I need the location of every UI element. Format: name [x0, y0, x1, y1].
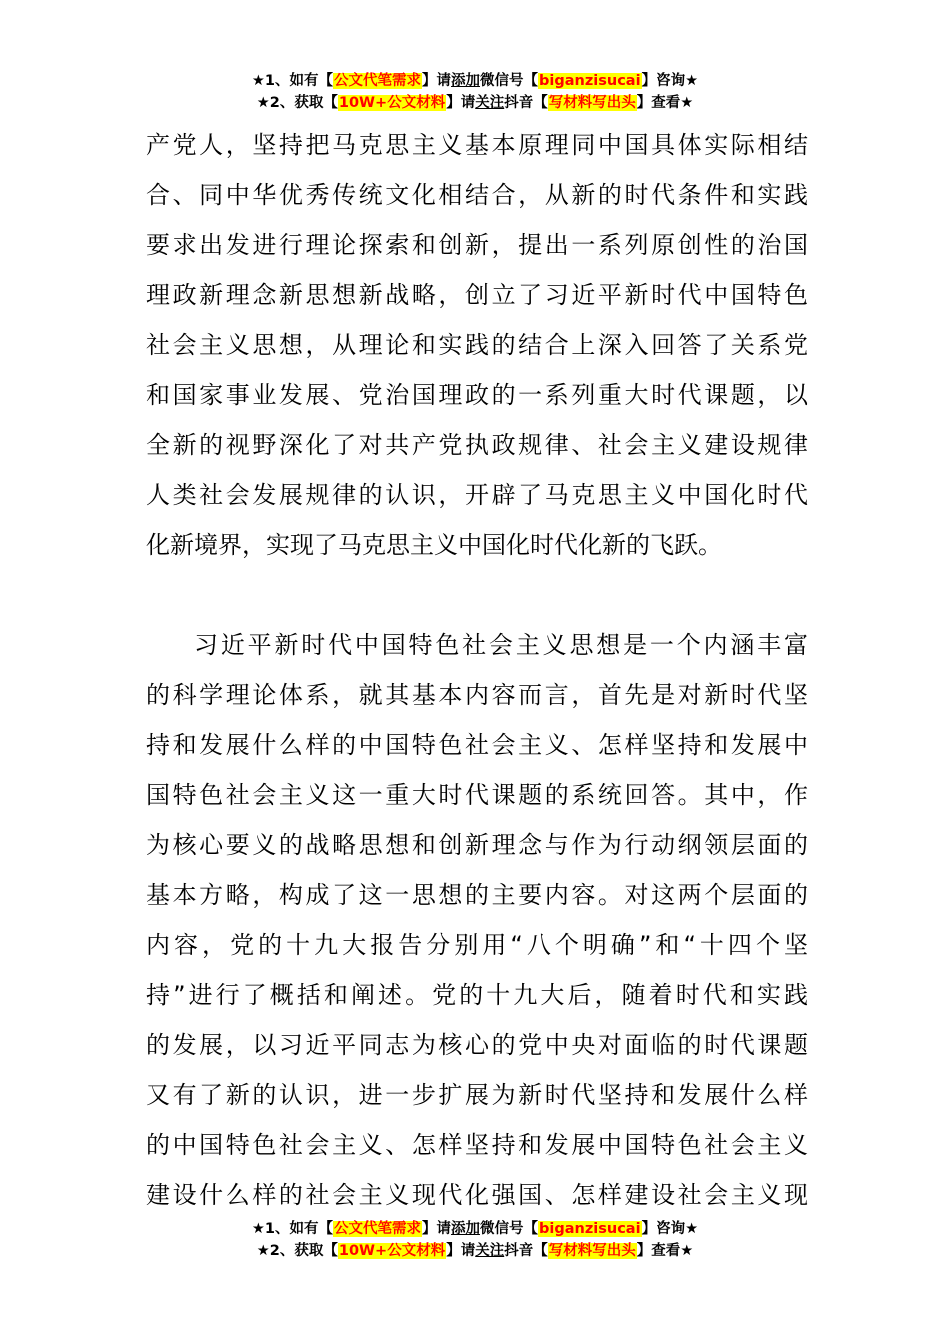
- footer-line-1-prefix: ★1、如有【: [251, 1221, 334, 1237]
- paragraph-1-line: 化新境界，实现了马克思主义中国化时代化新的飞跃。: [146, 531, 722, 559]
- paragraph-1-line: 社会主义思想，从理论和实践的结合上深入回答了关系党: [146, 331, 808, 359]
- header-line-1-highlight-service: 公文代笔需求: [334, 73, 422, 89]
- header-line-2-suffix: 】查看★: [636, 95, 694, 111]
- header-banner: [0, 70, 950, 114]
- paragraph-2-line: 建设什么样的社会主义现代化强国、怎样建设社会主义现: [146, 1181, 808, 1209]
- paragraph-2: [146, 620, 808, 1220]
- header-line-1-highlight-wechat: biganzisucai: [539, 73, 641, 89]
- footer-line-1-text-2: 微信号【: [480, 1221, 539, 1237]
- paragraph-1-line: 理政新理念新思想新战略，创立了习近平新时代中国特色: [146, 281, 808, 309]
- header-line-2-highlight-douyin: 写材料写出头: [548, 95, 636, 111]
- footer-line-1-text: 】请: [422, 1221, 452, 1237]
- footer-line-1: [0, 1218, 950, 1240]
- footer-line-2-prefix: ★2、获取【: [256, 1243, 338, 1259]
- paragraph-2-line: 持”进行了概括和阐述。党的十九大后，随着时代和实践: [146, 981, 808, 1009]
- footer-line-1-underlined: 添加: [451, 1221, 481, 1237]
- paragraph-2-line: 的科学理论体系，就其基本内容而言，首先是对新时代坚: [146, 681, 808, 709]
- paragraph-2-line: 基本方略，构成了这一思想的主要内容。对这两个层面的: [146, 881, 808, 909]
- footer-line-2: [0, 1240, 950, 1262]
- document-body: [146, 120, 808, 1220]
- paragraph-2-line: 的发展，以习近平同志为核心的党中央对面临的时代课题: [146, 1031, 808, 1059]
- paragraph-gap: [146, 570, 808, 620]
- footer-line-2-text: 】请: [446, 1243, 476, 1259]
- footer-line-2-highlight-douyin: 写材料写出头: [548, 1243, 636, 1259]
- header-line-1: [0, 70, 950, 92]
- header-line-1-text: 】请: [422, 73, 452, 89]
- footer-line-2-suffix: 】查看★: [636, 1243, 694, 1259]
- footer-line-1-highlight-wechat: biganzisucai: [539, 1221, 641, 1237]
- paragraph-2-line: 的中国特色社会主义、怎样坚持和发展中国特色社会主义: [146, 1131, 808, 1159]
- paragraph-1-line: 和国家事业发展、党治国理政的一系列重大时代课题，以: [146, 381, 808, 409]
- header-line-1-prefix: ★1、如有【: [251, 73, 334, 89]
- paragraph-2-line: 又有了新的认识，进一步扩展为新时代坚持和发展什么样: [146, 1081, 808, 1109]
- header-line-2-highlight-materials: 10W+公文材料: [338, 95, 446, 111]
- paragraph-1-line: 要求出发进行理论探索和创新，提出一系列原创性的治国: [146, 231, 808, 259]
- paragraph-1: [146, 120, 808, 570]
- paragraph-2-line: 持和发展什么样的中国特色社会主义、怎样坚持和发展中: [146, 731, 808, 759]
- header-line-2: [0, 92, 950, 114]
- paragraph-2-line: 国特色社会主义这一重大时代课题的系统回答。其中，作: [146, 781, 808, 809]
- footer-line-1-highlight-service: 公文代笔需求: [334, 1221, 422, 1237]
- header-line-2-text-2: 抖音【: [504, 95, 548, 111]
- header-line-2-underlined: 关注: [475, 95, 505, 111]
- footer-line-1-suffix: 】咨询★: [641, 1221, 699, 1237]
- header-line-1-suffix: 】咨询★: [641, 73, 699, 89]
- paragraph-2-line: 内容，党的十九大报告分别用“八个明确”和“十四个坚: [146, 931, 808, 959]
- header-line-2-prefix: ★2、获取【: [256, 95, 338, 111]
- footer-banner: [0, 1218, 950, 1262]
- paragraph-1-line: 全新的视野深化了对共产党执政规律、社会主义建设规律: [146, 431, 808, 459]
- header-line-1-underlined: 添加: [451, 73, 481, 89]
- paragraph-1-line: 合、同中华优秀传统文化相结合，从新的时代条件和实践: [146, 181, 808, 209]
- header-line-2-text: 】请: [446, 95, 476, 111]
- footer-line-2-underlined: 关注: [475, 1243, 505, 1259]
- footer-line-2-highlight-materials: 10W+公文材料: [338, 1243, 446, 1259]
- paragraph-1-line: 产党人，坚持把马克思主义基本原理同中国具体实际相结: [146, 131, 808, 159]
- paragraph-1-line: 人类社会发展规律的认识，开辟了马克思主义中国化时代: [146, 481, 808, 509]
- paragraph-2-line: 为核心要义的战略思想和创新理念与作为行动纲领层面的: [146, 831, 808, 859]
- header-line-1-text-2: 微信号【: [480, 73, 539, 89]
- paragraph-2-line: 习近平新时代中国特色社会主义思想是一个内涵丰富: [194, 631, 808, 659]
- footer-line-2-text-2: 抖音【: [504, 1243, 548, 1259]
